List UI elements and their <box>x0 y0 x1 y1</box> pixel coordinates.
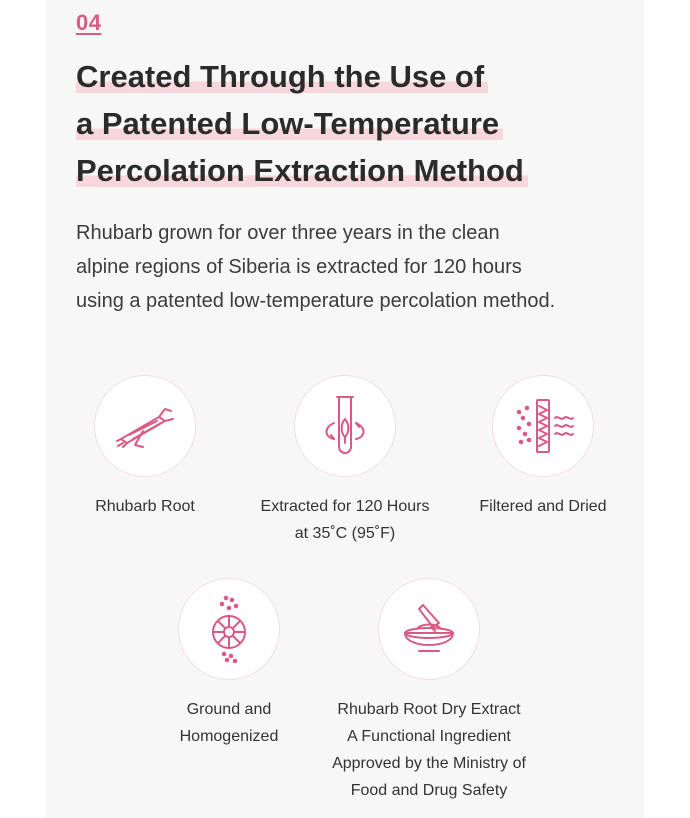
icon-circle <box>94 375 196 477</box>
step-label: Filtered and Dried <box>479 498 607 515</box>
description-line: Rhubarb grown for over three years in the clean <box>76 222 500 244</box>
bowl-icon <box>397 599 461 659</box>
step-filtered <box>443 375 643 520</box>
step-dry-extract <box>329 578 529 804</box>
description-line: using a patented low-temperature percolation method. <box>76 290 556 312</box>
step-ground <box>129 578 329 750</box>
section-title <box>76 58 656 199</box>
description <box>76 216 646 318</box>
rhubarb-root-icon <box>113 401 177 451</box>
title-line: Created Through the Use of <box>76 58 488 96</box>
step-label: Rhubarb Root Dry Extract A Functional Ingredient Approved by the Ministry of Food and Drug Safety <box>332 701 526 799</box>
step-number: 04 <box>76 10 102 35</box>
title-line: a Patented Low-Temperature <box>76 105 503 143</box>
grinder-icon <box>204 594 254 664</box>
filter-icon <box>511 396 575 456</box>
step-rhubarb-root <box>45 375 245 520</box>
icon-circle <box>378 578 480 680</box>
step-label: Extracted for 120 Hours at 35˚C (95˚F) <box>260 498 430 542</box>
step-label: Rhubarb Root <box>95 498 195 515</box>
description-line: alpine regions of Siberia is extracted for 120 hours <box>76 256 522 278</box>
icon-circle <box>178 578 280 680</box>
test-tube-icon <box>320 393 370 459</box>
icon-circle <box>492 375 594 477</box>
step-extracted <box>245 375 445 547</box>
step-label: Ground and Homogenized <box>179 701 279 745</box>
icon-circle <box>294 375 396 477</box>
title-line: Percolation Extraction Method <box>76 152 528 190</box>
